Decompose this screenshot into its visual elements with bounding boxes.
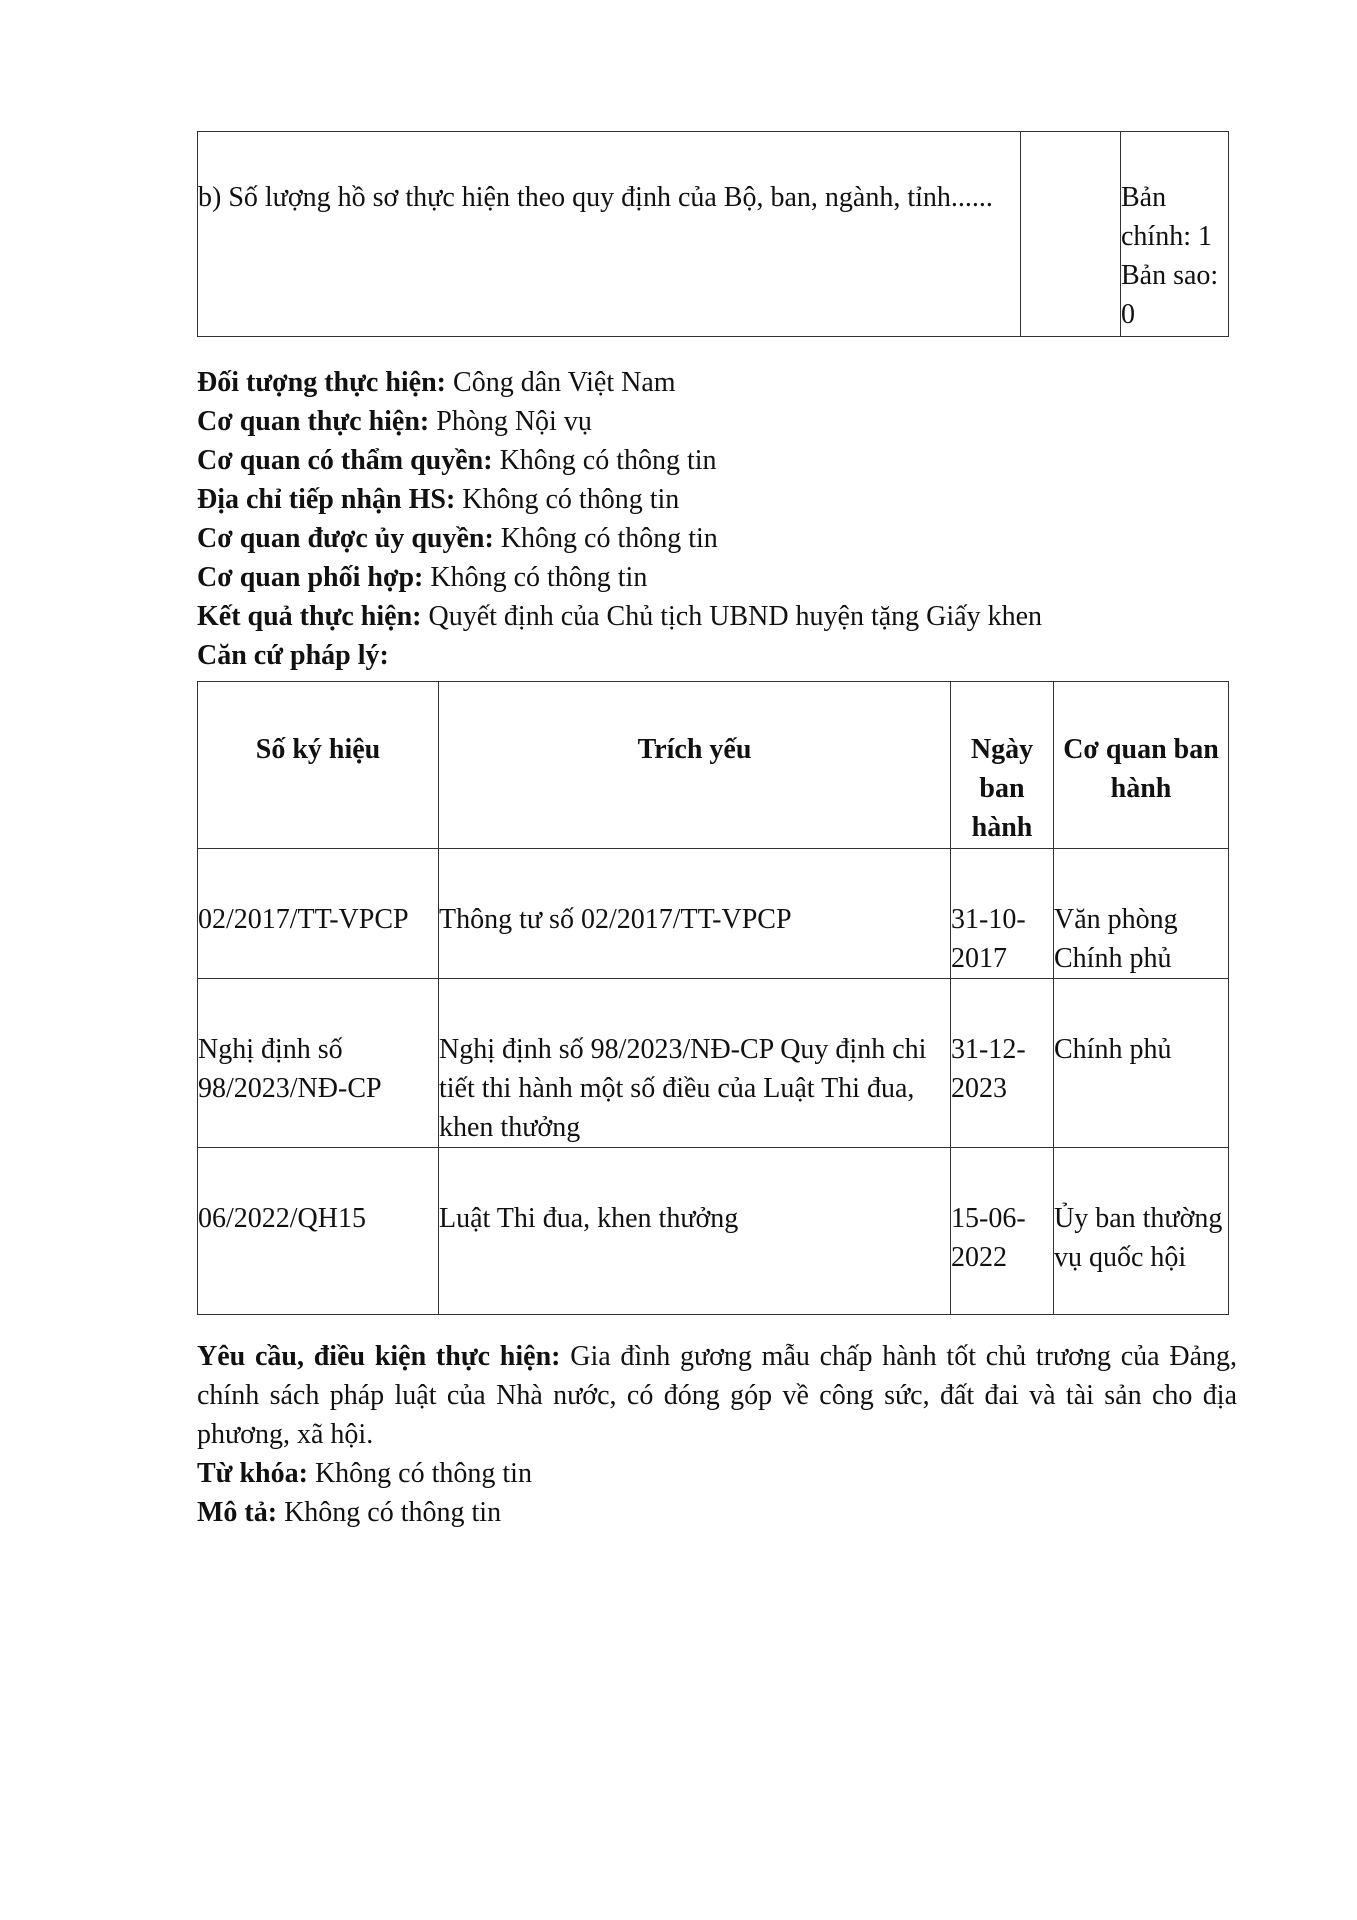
field-yeu-cau (197, 1337, 1237, 1454)
cell-co-quan-ban-hanh: Văn phòng Chính phủ (1054, 849, 1229, 979)
header-co-quan-ban-hanh: Cơ quan ban hành (1054, 682, 1229, 849)
hoso-middle (1021, 132, 1121, 337)
field-tu-khoa (197, 1454, 1237, 1493)
cell-ngay-ban-hanh: 31-12-2023 (951, 979, 1054, 1148)
field-value: Phòng Nội vụ (429, 406, 592, 437)
field-label: Cơ quan có thẩm quyền: (197, 445, 493, 476)
cell-co-quan-ban-hanh: Chính phủ (1054, 979, 1229, 1148)
cell-trich-yeu: Luật Thi đua, khen thưởng (439, 1148, 951, 1315)
field-value: Không có thông tin (493, 523, 718, 554)
field-can-cu (197, 636, 1237, 675)
field-value: Công dân Việt Nam (446, 367, 676, 398)
field-value: Không có thông tin (455, 484, 680, 515)
field-co-quan-uy-quyen (197, 519, 1237, 558)
cell-ngay-ban-hanh: 15-06-2022 (951, 1148, 1054, 1315)
field-value: Không có thông tin (307, 1458, 532, 1489)
field-value: Không có thông tin (277, 1497, 502, 1528)
cell-trich-yeu: Nghị định số 98/2023/NĐ-CP Quy định chi tiết thi hành một số điều của Luật Thi đua, khen thưởng (439, 979, 951, 1148)
header-ngay-ban-hanh: Ngày ban hành (951, 682, 1054, 849)
table-row (198, 849, 1229, 979)
cell-co-quan-ban-hanh: Ủy ban thường vụ quốc hội (1054, 1148, 1229, 1315)
field-label: Cơ quan được ủy quyền: (197, 523, 494, 554)
cell-ngay-ban-hanh: 31-10-2017 (951, 849, 1054, 979)
header-so-ky-hieu: Số ký hiệu (198, 682, 439, 849)
field-label: Yêu cầu, điều kiện thực hiện: (197, 1341, 561, 1372)
table-header-row (198, 682, 1229, 849)
table-row (198, 1148, 1229, 1315)
field-ket-qua (197, 597, 1237, 636)
procedure-fields (197, 363, 1237, 675)
field-co-quan-tham-quyen (197, 441, 1237, 480)
field-value: Quyết định của Chủ tịch UBND huyện tặng Giấy khen (421, 601, 1043, 632)
legal-basis-table (197, 681, 1229, 1315)
cell-trich-yeu: Thông tư số 02/2017/TT-VPCP (439, 849, 951, 979)
field-label: Từ khóa: (197, 1458, 308, 1489)
header-trich-yeu: Trích yếu (439, 682, 951, 849)
hoso-description: b) Số lượng hồ sơ thực hiện theo quy định của Bộ, ban, ngành, tỉnh...... (198, 132, 1021, 337)
field-mo-ta (197, 1493, 1237, 1532)
field-label: Mô tả: (197, 1497, 278, 1528)
field-label: Địa chỉ tiếp nhận HS: (197, 484, 456, 515)
field-doi-tuong (197, 363, 1237, 402)
field-label: Đối tượng thực hiện: (197, 367, 447, 398)
field-label: Kết quả thực hiện: (197, 601, 422, 632)
procedure-fields-bottom (197, 1337, 1237, 1532)
cell-so-ky-hieu: 06/2022/QH15 (198, 1148, 439, 1315)
hoso-table (197, 131, 1229, 337)
field-label: Cơ quan thực hiện: (197, 406, 430, 437)
field-value: Không có thông tin (423, 562, 648, 593)
field-value: Không có thông tin (492, 445, 717, 476)
table-row (198, 979, 1229, 1148)
field-co-quan-phoi-hop (197, 558, 1237, 597)
field-label: Cơ quan phối hợp: (197, 562, 424, 593)
field-dia-chi (197, 480, 1237, 519)
cell-so-ky-hieu: Nghị định số 98/2023/NĐ-CP (198, 979, 439, 1148)
field-co-quan-thuc-hien (197, 402, 1237, 441)
table-row (198, 132, 1229, 337)
cell-so-ky-hieu: 02/2017/TT-VPCP (198, 849, 439, 979)
field-value: Gia đình gương mẫu chấp hành tốt chủ trương của Đảng, chính sách pháp luật của Nhà nước, có đóng góp về công sức, đất đai và tài sản cho địa phương, xã hội. (197, 1341, 1237, 1450)
hoso-copies: Bản chính: 1 Bản sao: 0 (1121, 132, 1229, 337)
field-label: Căn cứ pháp lý: (197, 640, 389, 671)
